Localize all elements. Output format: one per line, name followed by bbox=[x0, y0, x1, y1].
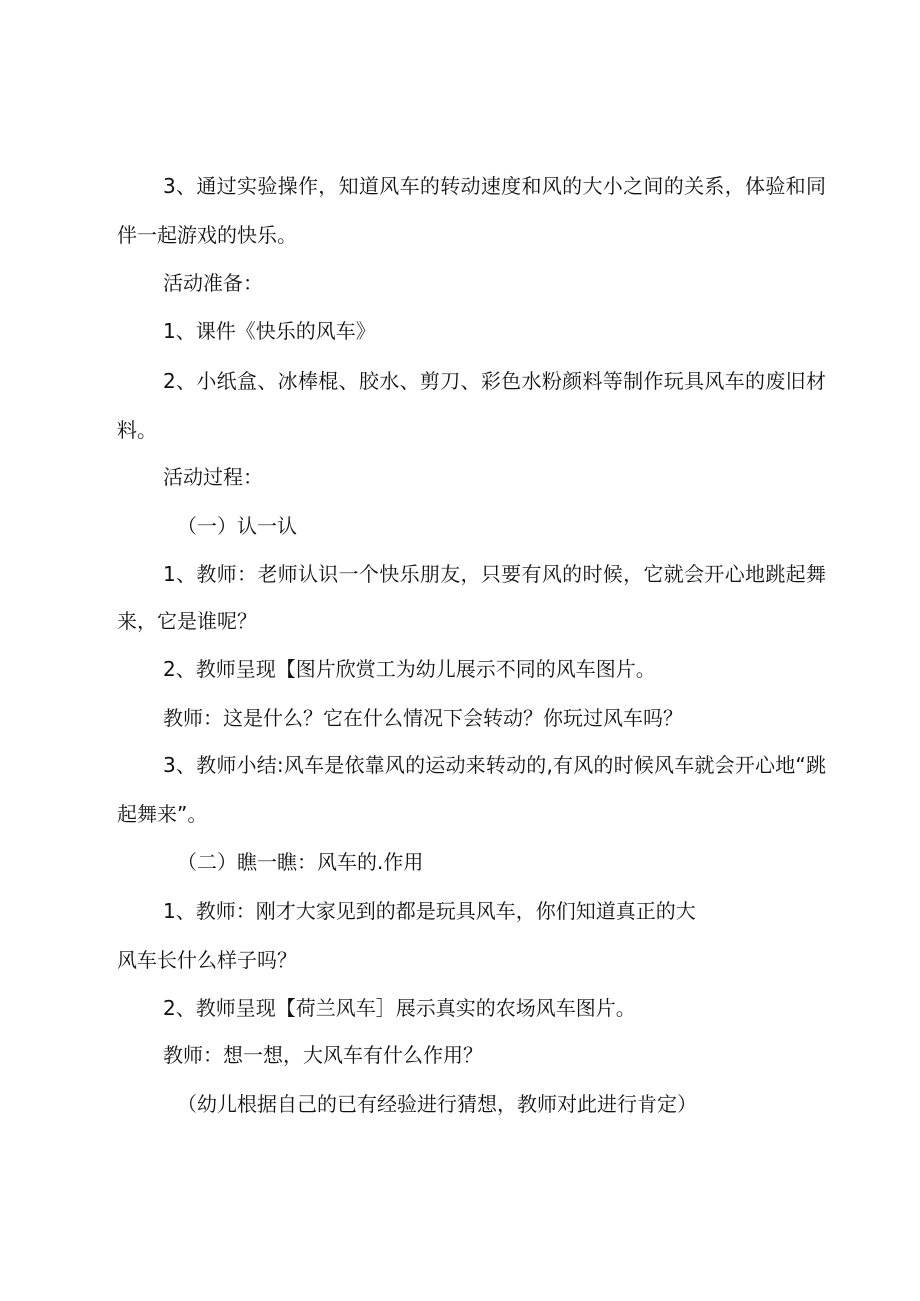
process-heading: 活动过程： bbox=[163, 465, 263, 489]
s1-question: 教师：这是什么？它在什么情况下会转动？你玩过风车吗？ bbox=[163, 706, 683, 730]
s2-item-2: 2、教师呈现【荷兰风车］展示真实的农场风车图片。 bbox=[163, 996, 636, 1020]
s1-item-3-line-1: 3、教师小结:风车是依靠风的运动来转动的,有风的时候风车就会开心地“跳 bbox=[163, 753, 826, 777]
prep-item-1: 1、课件《快乐的风车》 bbox=[163, 319, 376, 343]
prep-item-2-line-1: 2、小纸盒、冰棒棍、胶水、剪刀、彩色水粉颜料等制作玩具风车的废旧材 bbox=[163, 369, 826, 393]
goal-3-line-2: 伴一起游戏的快乐。 bbox=[117, 223, 297, 247]
s2-note: （幼儿根据自己的已有经验进行猜想，教师对此进行肯定） bbox=[177, 1092, 697, 1116]
s2-question: 教师：想一想，大风车有什么作用？ bbox=[163, 1043, 483, 1067]
s2-item-1-line-2: 风车长什么样子吗？ bbox=[117, 948, 297, 972]
section-2-heading: （二）瞧一瞧：风车的.作用 bbox=[177, 850, 424, 874]
s1-item-1-line-2: 来，它是谁呢？ bbox=[117, 609, 257, 633]
s1-item-1-line-1: 1、教师：老师认识一个快乐朋友，只要有风的时候，它就会开心地跳起舞 bbox=[163, 562, 826, 586]
section-1-heading: （一）认一认 bbox=[177, 514, 297, 538]
s2-item-1-line-1: 1、教师：刚才大家见到的都是玩具风车，你们知道真正的大 bbox=[163, 899, 696, 923]
goal-3-line-1: 3、通过实验操作，知道风车的转动速度和风的大小之间的关系，体验和同 bbox=[163, 174, 826, 198]
prep-item-2-line-2: 料。 bbox=[117, 418, 157, 442]
s1-item-2: 2、教师呈现【图片欣赏工为幼儿展示不同的风车图片。 bbox=[163, 657, 656, 681]
prep-heading: 活动准备： bbox=[163, 271, 263, 295]
s1-item-3-line-2: 起舞来”。 bbox=[117, 802, 208, 826]
